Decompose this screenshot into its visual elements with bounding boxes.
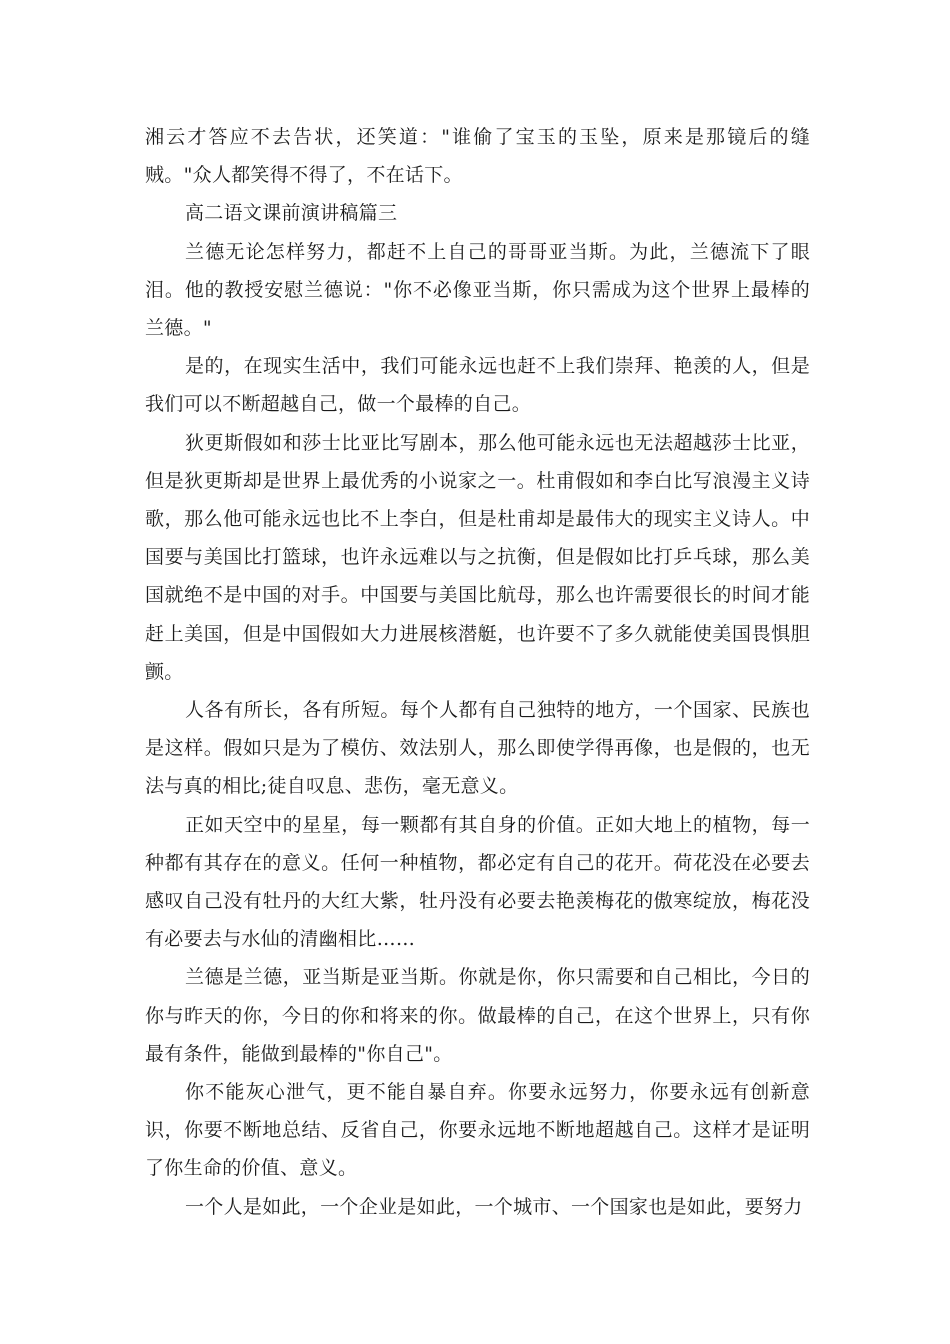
document-page <box>145 118 810 1226</box>
section-heading: 高二语文课前演讲稿篇三 <box>185 202 398 225</box>
paragraph: 一个人是如此，一个企业是如此，一个城市、一个国家也是如此，要努力 <box>185 1195 803 1218</box>
paragraph: 人各有所长，各有所短。每个人都有自己独特的地方，一个国家、民族也是这样。假如只是为了模仿、效法别人，那么即使学得再像，也是假的，也无法与真的相比;徒自叹息、悲伤，毫无意义。 <box>145 699 810 798</box>
paragraph: 正如天空中的星星，每一颗都有其自身的价值。正如大地上的植物，每一种都有其存在的意义。任何一种植物，都必定有自己的花开。荷花没在必要去感叹自己没有牡丹的大红大紫，牡丹没有必要去艳羡梅花的傲寒绽放，梅花没有必要去与水仙的清幽相比…… <box>145 813 810 951</box>
paragraph: 是的，在现实生活中，我们可能永远也赶不上我们崇拜、艳羡的人，但是我们可以不断超越自己，做一个最棒的自己。 <box>145 355 810 416</box>
paragraph: 狄更斯假如和莎士比亚比写剧本，那么他可能永远也无法超越莎士比亚，但是狄更斯却是世界上最优秀的小说家之一。杜甫假如和李白比写浪漫主义诗歌，那么他可能永远也比不上李白，但是杜甫却是最伟大的现实主义诗人。中国要与美国比打篮球，也许永远难以与之抗衡，但是假如比打乒乓球，那么美国就绝不是中国的对手。中国要与美国比航母，那么也许需要很长的时间才能赶上美国，但是中国假如大力进展核潜艇，也许要不了多久就能使美国畏惧胆颤。 <box>145 431 810 683</box>
paragraph: 兰德是兰德，亚当斯是亚当斯。你就是你，你只需要和自己相比，今日的你与昨天的你，今日的你和将来的你。做最棒的自己，在这个世界上，只有你最有条件，能做到最棒的"你自己"。 <box>145 966 810 1065</box>
paragraph: 你不能灰心泄气，更不能自暴自弃。你要永远努力，你要永远有创新意识，你要不断地总结、反省自己，你要永远地不断地超越自己。这样才是证明了你生命的价值、意义。 <box>145 1081 810 1180</box>
paragraph: 兰德无论怎样努力，都赶不上自己的哥哥亚当斯。为此，兰德流下了眼泪。他的教授安慰兰德说："你不必像亚当斯，你只需成为这个世界上最棒的兰德。" <box>145 240 810 340</box>
paragraph-continuation: 湘云才答应不去告状，还笑道："谁偷了宝玉的玉坠，原来是那镜后的缝贼。"众人都笑得不得了，不在话下。 <box>145 126 810 187</box>
